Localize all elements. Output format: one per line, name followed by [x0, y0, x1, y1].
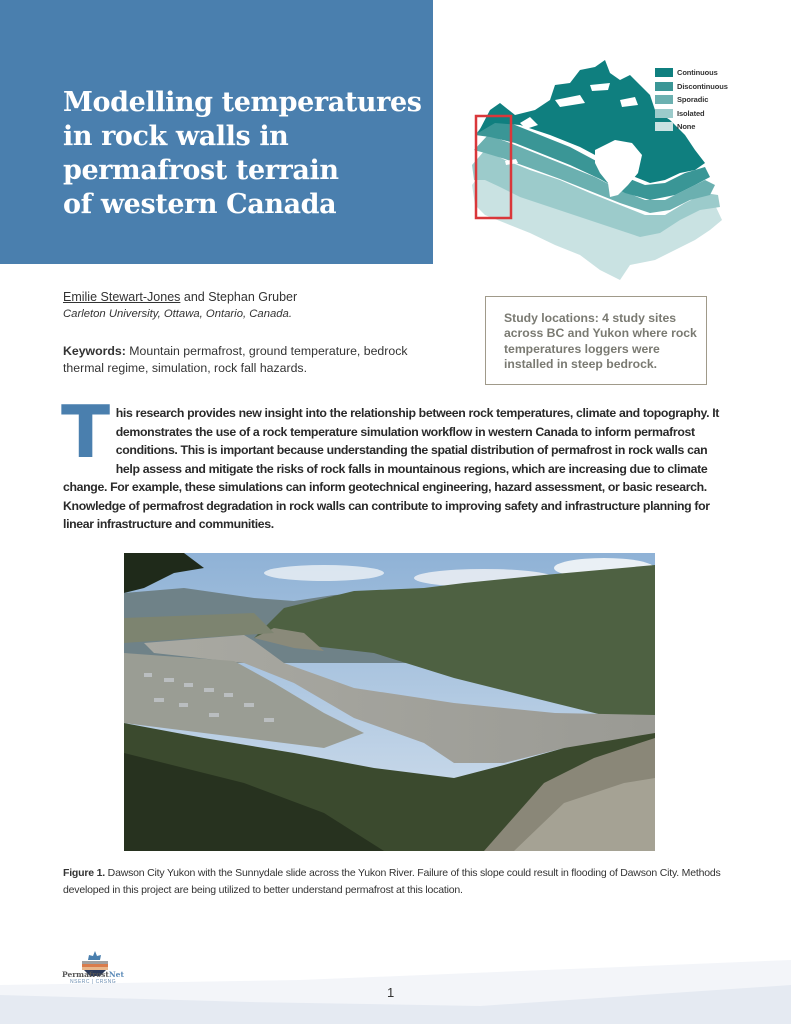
callout-text: Study locations: 4 study sites across BC and Yukon where rock temperatures loggers were installed in steep bedrock.	[504, 311, 697, 371]
affiliation: Carleton University, Ottawa, Ontario, Canada.	[63, 308, 292, 320]
legend-label: None	[677, 122, 696, 132]
legend-label: Discontinuous	[677, 81, 728, 91]
intro-text: his research provides new insight into the relationship between rock temperatures, climate and topography. It demonstrates the use of a rock temperature simulation workflow in western Canada to inform permafrost conditions. This is important because understanding the spatial distribution of permafrost in rock walls can help assess and mitigate the risks of rock falls in mountainous regions, which are increasing due to climate change. For example, these simulations can inform geotechnical engineering, hazard assessment, or basic research. Knowledge of permafrost degradation in rock walls can contribute to improving safety and infrastructure planning for linear infrastructure and communities.	[63, 406, 720, 531]
intro-paragraph	[61, 390, 733, 534]
legend-swatch	[655, 68, 673, 77]
lead-author-link[interactable]: Emilie Stewart-Jones	[63, 290, 181, 304]
legend-item-discontinuous	[655, 80, 728, 94]
keywords-label: Keywords:	[63, 344, 126, 358]
map-legend	[655, 66, 728, 134]
page-title: Modelling temperatures in rock walls in permafrost terrain of western Canada	[63, 87, 422, 220]
dawson-city-photo	[124, 553, 655, 851]
drop-cap: T	[61, 390, 110, 474]
legend-label: Continuous	[677, 68, 718, 78]
legend-item-none	[655, 120, 728, 134]
legend-item-isolated	[655, 107, 728, 121]
logo-wordmark: PermafrostNet	[62, 970, 124, 979]
legend-label: Isolated	[677, 108, 705, 118]
study-locations-callout	[485, 296, 707, 385]
coauthor: Stephan Gruber	[208, 290, 298, 304]
logo-subtitle: NSERC | CRSNG	[70, 979, 117, 985]
figure-1-photo	[124, 553, 655, 851]
author-line: Emilie Stewart-Jones and Stephan Gruber	[63, 290, 298, 304]
legend-swatch	[655, 95, 673, 104]
caption-text: Dawson City Yukon with the Sunnydale slide across the Yukon River. Failure of this slope could result in flooding of Dawson City. Methods developed in this project are being utilized to better understand permafrost at this location.	[63, 867, 721, 896]
caption-label: Figure 1.	[63, 867, 105, 879]
page-number: 1	[387, 985, 395, 1000]
legend-swatch	[655, 109, 673, 118]
legend-label: Sporadic	[677, 95, 709, 105]
keywords-text: Mountain permafrost, ground temperature, bedrock thermal regime, simulation, rock fall hazards.	[63, 344, 408, 375]
legend-swatch	[655, 82, 673, 91]
figure-caption	[63, 865, 723, 899]
keywords	[63, 343, 433, 377]
legend-item-continuous	[655, 66, 728, 80]
legend-item-sporadic	[655, 93, 728, 107]
legend-swatch	[655, 122, 673, 131]
title-panel	[0, 0, 433, 264]
